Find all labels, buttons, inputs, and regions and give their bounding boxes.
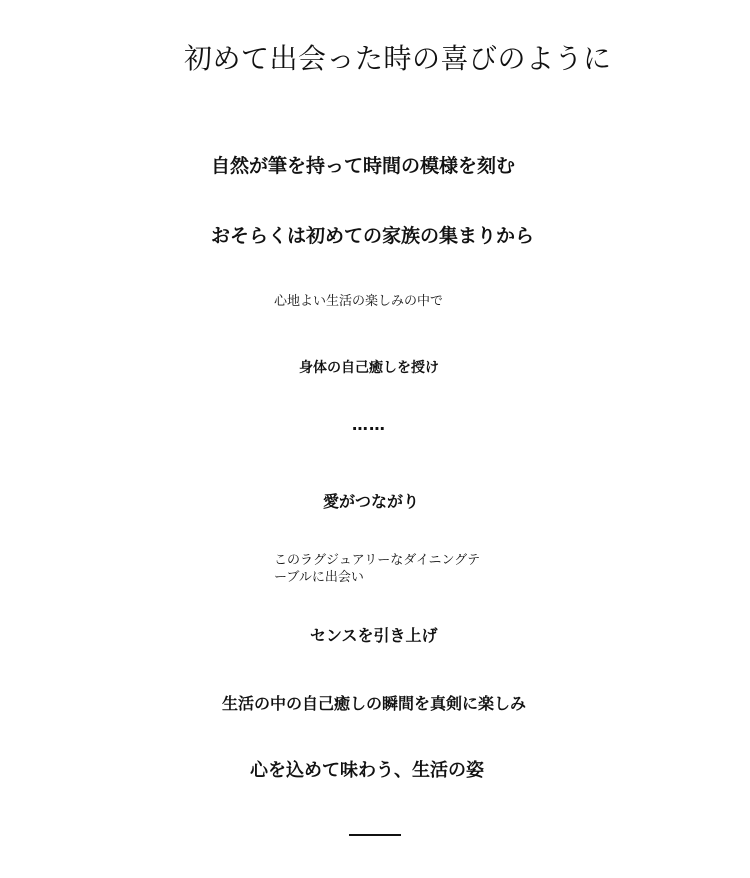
poem-line-5: 愛がつながり (323, 492, 420, 511)
poem-line-2: おそらくは初めての家族の集まりから (211, 225, 535, 247)
poem-line-7: センスを引き上げ (310, 626, 438, 645)
poem-line-3: 心地よい生活の楽しみの中で (274, 294, 444, 309)
poem-line-8: 生活の中の自己癒しの瞬間を真剣に楽しみ (222, 694, 527, 713)
poem-line-1: 自然が筆を持って時間の模様を刻む (211, 155, 516, 177)
page-title: 初めて出会った時の喜びのように (184, 42, 612, 75)
poem-line-9: 心を込めて味わう、生活の姿 (250, 760, 484, 781)
poem-line-6: このラグジュアリーなダイニングテーブルに出会い (274, 553, 481, 585)
poem-line-4: 身体の自己癒しを授け (299, 360, 439, 376)
ellipsis-divider: ⋯⋯ (352, 419, 386, 438)
bottom-divider (349, 834, 401, 836)
